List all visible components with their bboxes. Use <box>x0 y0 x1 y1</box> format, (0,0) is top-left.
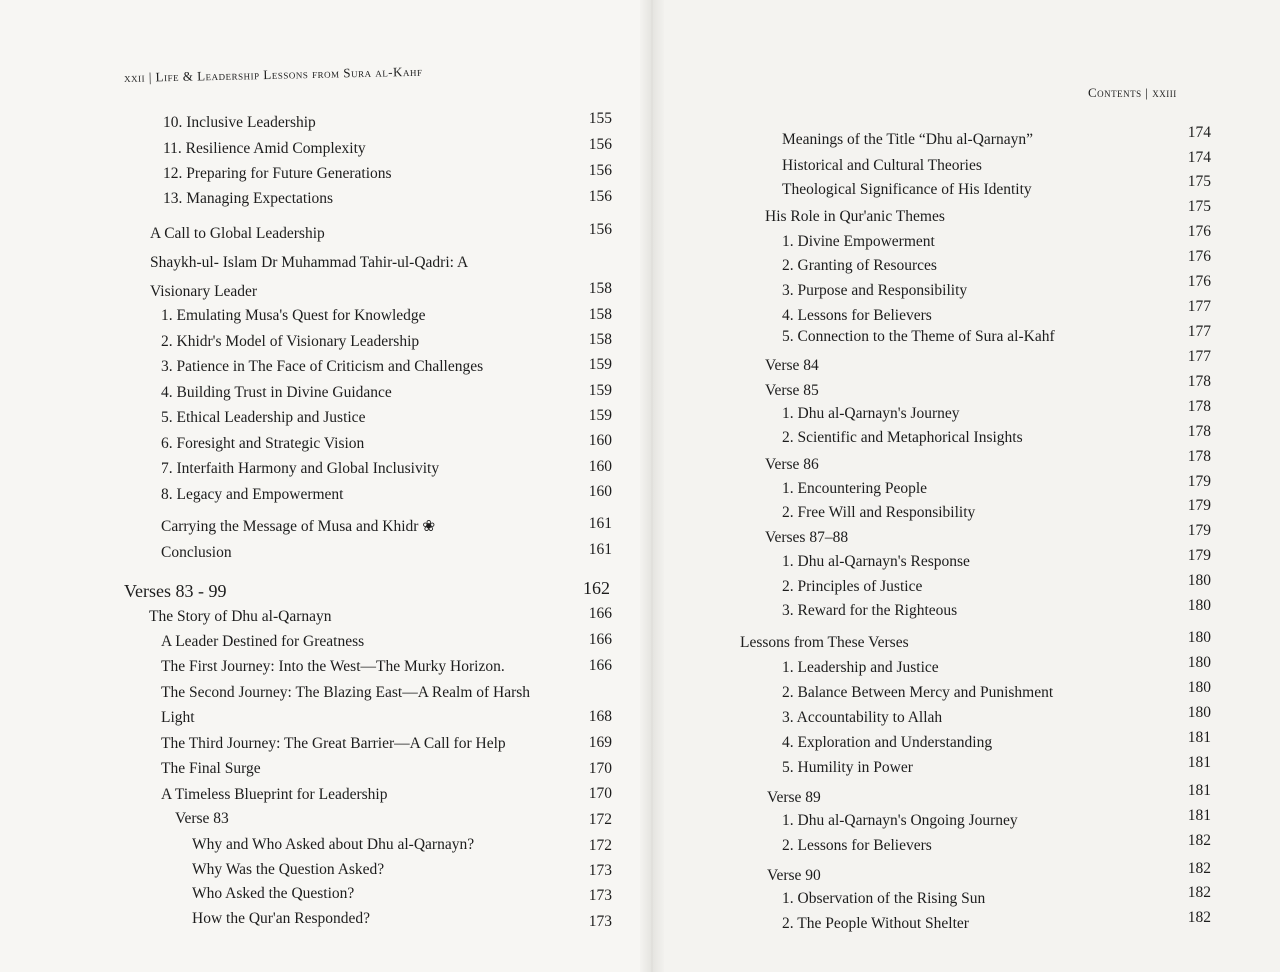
right-toc-entry-title: 2. Balance Between Mercy and Punishment <box>782 684 1054 701</box>
right-toc-page-number: 179 <box>1187 497 1211 514</box>
right-toc-page-number: 177 <box>1187 323 1211 340</box>
right-toc-page-number: 178 <box>1187 373 1211 390</box>
right-toc-page-number: 182 <box>1187 909 1211 926</box>
left-toc-entry-title: 10. Inclusive Leadership <box>163 114 316 131</box>
right-toc-entry-title: 3. Purpose and Responsibility <box>782 282 968 299</box>
left-toc-entry-title: Visionary Leader <box>150 283 258 300</box>
right-toc-page-number: 179 <box>1187 547 1211 564</box>
left-toc-entry-title: Verse 83 <box>175 810 229 827</box>
left-toc-page-number: 160 <box>588 458 612 475</box>
left-toc-page-number: 168 <box>588 708 612 725</box>
left-toc-entry-title: Shaykh-ul- Islam Dr Muhammad Tahir-ul-Qadri: A <box>150 254 469 271</box>
right-toc-entry-title: 4. Exploration and Understanding <box>782 734 993 751</box>
right-toc-page-number: 174 <box>1187 124 1211 141</box>
right-toc-entry-title: Meanings of the Title “Dhu al-Qarnayn” <box>782 131 1033 148</box>
right-toc-page-number: 179 <box>1187 522 1211 539</box>
right-toc-entry-title: 2. Free Will and Responsibility <box>782 504 976 521</box>
right-toc-page-number: 177 <box>1187 348 1211 365</box>
left-toc-entry-title: The Third Journey: The Great Barrier—A Call for Help <box>161 735 506 752</box>
left-toc-page-number: 156 <box>588 162 612 179</box>
right-toc-entry-title: Verse 89 <box>767 789 821 806</box>
right-toc-entry-title: 3. Accountability to Allah <box>782 709 943 726</box>
left-toc-entry-title: A Leader Destined for Greatness <box>161 633 365 650</box>
right-toc-page-number: 176 <box>1187 248 1211 265</box>
right-toc-page-number: 180 <box>1187 597 1211 614</box>
right-toc-page-number: 181 <box>1187 782 1211 799</box>
left-toc-entry-title: Conclusion <box>161 544 232 561</box>
right-toc-entry-title: Verse 90 <box>767 867 821 884</box>
left-toc-page-number: 169 <box>588 734 612 751</box>
left-toc-entry-title: 5. Ethical Leadership and Justice <box>161 409 366 426</box>
right-toc-entry-title: 2. The People Without Shelter <box>782 915 969 932</box>
right-toc-page-number: 181 <box>1187 729 1211 746</box>
right-toc-entry-title: Verses 87–88 <box>765 529 849 546</box>
left-toc-page-number: 159 <box>588 356 612 373</box>
left-toc-entry-title: 3. Patience in The Face of Criticism and Challenges <box>161 358 484 375</box>
left-toc-page-number: 172 <box>588 811 612 828</box>
right-toc-entry-title: 2. Principles of Justice <box>782 578 923 595</box>
left-toc-page-number: 158 <box>588 331 612 348</box>
left-toc-entry-title: 6. Foresight and Strategic Vision <box>161 435 365 452</box>
right-toc-entry-title: 1. Dhu al-Qarnayn's Ongoing Journey <box>782 812 1018 829</box>
left-toc-entry-title: Why and Who Asked about Dhu al-Qarnayn? <box>192 836 475 853</box>
right-toc-page-number: 180 <box>1187 679 1211 696</box>
right-toc-page-number: 181 <box>1187 754 1211 771</box>
left-toc-entry-title: Who Asked the Question? <box>192 885 355 902</box>
right-running-header: Contents | xxiii <box>1088 85 1177 100</box>
left-toc-entry-title: The First Journey: Into the West—The Murky Horizon. <box>161 658 505 675</box>
right-toc-page-number: 179 <box>1187 473 1211 490</box>
left-toc-page-number: 170 <box>588 760 612 777</box>
right-toc-entry-title: 4. Lessons for Believers <box>782 307 932 324</box>
right-toc-page-number: 180 <box>1187 629 1211 646</box>
right-toc-entry-title: 1. Leadership and Justice <box>782 659 939 676</box>
left-toc-page-number: 161 <box>588 515 612 532</box>
right-toc-entry-title: 5. Humility in Power <box>782 759 913 776</box>
right-toc-entry-title: 2. Scientific and Metaphorical Insights <box>782 429 1023 446</box>
right-toc-page-number: 175 <box>1187 173 1211 190</box>
right-toc-entry-title: 2. Granting of Resources <box>782 257 937 274</box>
left-toc-entry-title: 1. Emulating Musa's Quest for Knowledge <box>161 307 426 324</box>
right-toc-entry-title: 1. Encountering People <box>782 480 928 497</box>
right-toc-page-number: 177 <box>1187 298 1211 315</box>
right-toc-entry-title: Verse 86 <box>765 456 819 473</box>
right-toc-page-number: 176 <box>1187 223 1211 240</box>
left-toc-entry-title: A Call to Global Leadership <box>150 225 325 242</box>
left-toc-page-number: 158 <box>588 306 612 323</box>
left-toc-page-number: 173 <box>588 887 612 904</box>
left-toc-page-number: 156 <box>588 136 612 153</box>
left-running-header: xxii | Life & Leadership Lessons from Sura al-Kahf <box>123 63 423 85</box>
right-toc-entry-title: Verse 85 <box>765 382 819 399</box>
right-toc-page-number: 181 <box>1187 807 1211 824</box>
left-toc-page-number: 156 <box>588 221 612 238</box>
right-toc-entry-title: 1. Divine Empowerment <box>782 233 935 250</box>
left-toc-page-number: 166 <box>588 631 612 648</box>
left-toc-page-number: 160 <box>588 483 612 500</box>
left-toc-page-number: 173 <box>588 913 612 930</box>
left-toc-page-number: 159 <box>588 382 612 399</box>
right-toc-entry-title: 3. Reward for the Righteous <box>782 602 958 619</box>
right-toc-page-number: 180 <box>1187 572 1211 589</box>
left-toc-entry-title: 7. Interfaith Harmony and Global Inclusivity <box>161 460 440 477</box>
right-toc-page-number: 178 <box>1187 448 1211 465</box>
left-toc-entry-title: 2. Khidr's Model of Visionary Leadership <box>161 333 420 350</box>
right-toc-page-number: 178 <box>1187 423 1211 440</box>
left-toc-page-number: 161 <box>588 541 612 558</box>
right-toc-page-number: 182 <box>1187 832 1211 849</box>
left-toc-entry-title: Why Was the Question Asked? <box>192 861 385 878</box>
right-toc-page-number: 182 <box>1187 860 1211 877</box>
left-toc-entry-title: 11. Resilience Amid Complexity <box>163 140 366 157</box>
right-toc-entry-title: 1. Dhu al-Qarnayn's Response <box>782 553 970 570</box>
left-toc-page-number: 155 <box>588 110 612 127</box>
left-toc-page-number: 173 <box>588 862 612 879</box>
right-toc-entry-title: His Role in Qur'anic Themes <box>765 208 945 225</box>
left-toc-entry-title: 4. Building Trust in Divine Guidance <box>161 384 392 401</box>
left-toc-page-number: 160 <box>588 432 612 449</box>
left-toc-entry-title: 8. Legacy and Empowerment <box>161 486 344 503</box>
right-toc-page-number: 175 <box>1187 198 1211 215</box>
left-toc-page-number: 170 <box>588 785 612 802</box>
right-toc-entry-title: Historical and Cultural Theories <box>782 157 982 174</box>
left-toc-entry-title: The Final Surge <box>161 760 261 777</box>
left-toc-page-number: 156 <box>588 188 612 205</box>
left-toc-entry-title: How the Qur'an Responded? <box>192 910 370 927</box>
right-toc-entry-title: Verse 84 <box>765 357 819 374</box>
left-toc-page-number: 172 <box>588 837 612 854</box>
right-toc-page-number: 182 <box>1187 884 1211 901</box>
left-toc-entry-title: A Timeless Blueprint for Leadership <box>161 786 388 803</box>
left-toc-page-number: 162 <box>583 578 610 598</box>
left-toc-entry-title: Verses 83 - 99 <box>124 581 227 601</box>
left-toc-entry-title: Light <box>161 709 195 726</box>
right-toc-entry-title: 5. Connection to the Theme of Sura al-Kahf <box>782 328 1055 345</box>
right-toc-entry-title: Lessons from These Verses <box>740 634 909 651</box>
left-toc-entry-title: The Story of Dhu al-Qarnayn <box>149 608 332 625</box>
left-toc-page-number: 159 <box>588 407 612 424</box>
right-toc-page-number: 178 <box>1187 398 1211 415</box>
right-toc-page-number: 180 <box>1187 654 1211 671</box>
right-toc-entry-title: Theological Significance of His Identity <box>782 181 1032 198</box>
left-toc-entry-title: 13. Managing Expectations <box>163 190 334 207</box>
right-toc-page-number: 174 <box>1187 149 1211 166</box>
left-toc-entry-title: Carrying the Message of Musa and Khidr ❀ <box>161 518 436 535</box>
right-toc-entry-title: 1. Dhu al-Qarnayn's Journey <box>782 405 960 422</box>
left-toc-page-number: 158 <box>588 280 612 297</box>
right-toc-entry-title: 2. Lessons for Believers <box>782 837 932 854</box>
left-toc-page-number: 166 <box>588 605 612 622</box>
left-toc-entry-title: The Second Journey: The Blazing East—A Realm of Harsh <box>161 684 531 701</box>
right-toc-page-number: 180 <box>1187 704 1211 721</box>
book-gutter <box>640 0 664 972</box>
right-toc-page-number: 176 <box>1187 273 1211 290</box>
right-toc-entry-title: 1. Observation of the Rising Sun <box>782 890 986 907</box>
left-toc-entry-title: 12. Preparing for Future Generations <box>163 165 392 182</box>
left-toc-page-number: 166 <box>588 657 612 674</box>
